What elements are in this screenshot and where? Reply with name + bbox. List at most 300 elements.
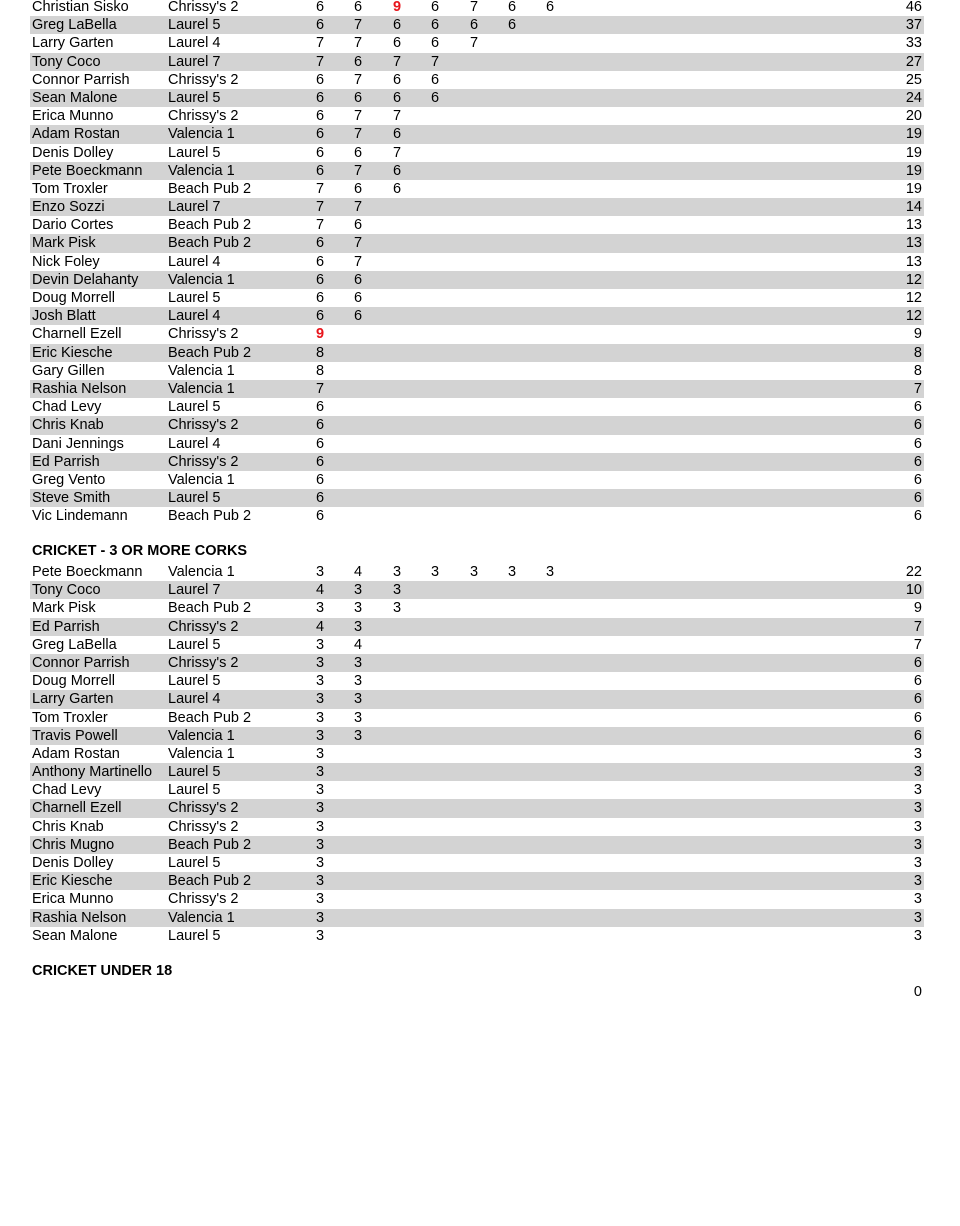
player-name: Pete Boeckmann bbox=[32, 162, 143, 179]
table-row bbox=[30, 927, 924, 945]
total-score: 9 bbox=[913, 600, 922, 617]
score-cell: 7 bbox=[392, 53, 402, 70]
score-cell: 3 bbox=[353, 709, 363, 726]
player-name: Enzo Sozzi bbox=[32, 199, 105, 216]
team-name: Chrissy's 2 bbox=[168, 71, 239, 88]
score-cell: 6 bbox=[353, 0, 363, 15]
team-name: Laurel 4 bbox=[168, 35, 221, 52]
team-name: Laurel 5 bbox=[168, 927, 221, 944]
table-row bbox=[30, 471, 924, 489]
player-name: Tony Coco bbox=[32, 582, 101, 599]
team-name: Laurel 4 bbox=[168, 308, 221, 325]
total-score: 12 bbox=[905, 271, 922, 288]
table-row bbox=[30, 34, 924, 52]
score-cell: 7 bbox=[315, 380, 325, 397]
score-cell: 7 bbox=[469, 0, 479, 15]
score-cell: 7 bbox=[353, 71, 363, 88]
player-name: Greg LaBella bbox=[32, 636, 117, 653]
table-row bbox=[30, 672, 924, 690]
table-row bbox=[30, 53, 924, 71]
table-row bbox=[30, 781, 924, 799]
player-name: Dani Jennings bbox=[32, 435, 124, 452]
total-score: 6 bbox=[913, 654, 922, 671]
table-row bbox=[30, 71, 924, 89]
score-cell: 9 bbox=[392, 0, 402, 15]
score-cell: 6 bbox=[507, 17, 517, 34]
team-name: Valencia 1 bbox=[168, 745, 235, 762]
total-score: 3 bbox=[913, 873, 922, 890]
team-name: Beach Pub 2 bbox=[168, 180, 252, 197]
score-cell: 3 bbox=[315, 855, 325, 871]
score-cell: 3 bbox=[315, 600, 325, 617]
score-cell: 6 bbox=[392, 162, 402, 179]
table-row bbox=[30, 854, 924, 872]
total-score: 27 bbox=[905, 53, 922, 70]
total-score: 6 bbox=[913, 691, 922, 708]
team-name: Valencia 1 bbox=[168, 909, 235, 926]
high-score-table bbox=[30, 0, 924, 525]
team-name: Valencia 1 bbox=[168, 162, 235, 179]
team-name: Valencia 1 bbox=[168, 380, 235, 397]
team-name: Chrissy's 2 bbox=[168, 326, 239, 343]
score-cell: 3 bbox=[353, 600, 363, 617]
player-name: Eric Kiesche bbox=[32, 344, 113, 361]
table-row bbox=[30, 745, 924, 763]
total-score: 3 bbox=[913, 891, 922, 908]
player-name: Erica Munno bbox=[32, 108, 114, 125]
score-cell: 3 bbox=[353, 691, 363, 708]
table-row bbox=[30, 654, 924, 672]
team-name: Laurel 4 bbox=[168, 691, 221, 708]
score-cell: 7 bbox=[315, 180, 325, 197]
score-cell: 8 bbox=[315, 362, 325, 379]
total-score: 20 bbox=[905, 108, 922, 125]
team-name: Laurel 5 bbox=[168, 144, 221, 161]
player-name: Charnell Ezell bbox=[32, 326, 122, 343]
score-cell: 4 bbox=[315, 582, 325, 599]
score-cell: 6 bbox=[353, 53, 363, 70]
team-name: Valencia 1 bbox=[168, 126, 235, 143]
team-name: Laurel 5 bbox=[168, 290, 221, 306]
score-cell: 3 bbox=[392, 564, 402, 580]
team-name: Laurel 5 bbox=[168, 399, 221, 416]
team-name: Laurel 7 bbox=[168, 53, 221, 70]
section-heading-cricket-3-or-more: CRICKET - 3 OR MORE CORKS bbox=[32, 543, 248, 559]
score-cell: 3 bbox=[315, 673, 325, 690]
player-name: Chad Levy bbox=[32, 782, 102, 799]
team-name: Chrissy's 2 bbox=[168, 108, 239, 125]
player-name: Mark Pisk bbox=[32, 235, 96, 252]
score-cell: 7 bbox=[392, 144, 402, 161]
team-name: Chrissy's 2 bbox=[168, 800, 239, 817]
score-cell: 3 bbox=[315, 818, 325, 835]
team-name: Chrissy's 2 bbox=[168, 453, 239, 470]
cricket-under-18-table bbox=[30, 983, 924, 1001]
score-cell: 3 bbox=[545, 564, 555, 580]
score-cell: 3 bbox=[353, 582, 363, 599]
team-name: Valencia 1 bbox=[168, 727, 235, 744]
score-cell: 6 bbox=[392, 89, 402, 106]
table-row bbox=[30, 16, 924, 34]
total-score: 6 bbox=[913, 727, 922, 744]
table-row bbox=[30, 453, 924, 471]
score-cell: 6 bbox=[315, 253, 325, 270]
score-cell: 6 bbox=[315, 399, 325, 416]
table-row bbox=[30, 489, 924, 507]
table-row bbox=[30, 581, 924, 599]
total-score: 3 bbox=[913, 745, 922, 762]
table-row bbox=[30, 836, 924, 854]
score-cell: 6 bbox=[353, 308, 363, 325]
score-cell: 3 bbox=[315, 654, 325, 671]
player-name: Connor Parrish bbox=[32, 654, 130, 671]
score-cell: 6 bbox=[353, 144, 363, 161]
total-score: 0 bbox=[913, 984, 922, 1000]
total-score: 3 bbox=[913, 836, 922, 853]
total-score: 6 bbox=[913, 709, 922, 726]
score-cell: 6 bbox=[315, 126, 325, 143]
table-row bbox=[30, 727, 924, 745]
score-cell: 6 bbox=[315, 162, 325, 179]
score-cell: 3 bbox=[315, 927, 325, 944]
score-cell: 3 bbox=[315, 891, 325, 908]
score-cell: 8 bbox=[315, 344, 325, 361]
player-name: Doug Morrell bbox=[32, 673, 115, 690]
score-cell: 7 bbox=[353, 126, 363, 143]
score-cell: 6 bbox=[353, 89, 363, 106]
score-cell: 6 bbox=[315, 290, 325, 306]
team-name: Chrissy's 2 bbox=[168, 618, 239, 635]
total-score: 8 bbox=[913, 344, 922, 361]
team-name: Chrissy's 2 bbox=[168, 0, 239, 15]
player-name: Mark Pisk bbox=[32, 600, 96, 617]
table-row bbox=[30, 198, 924, 216]
score-cell: 6 bbox=[392, 71, 402, 88]
table-row bbox=[30, 909, 924, 927]
table-row bbox=[30, 107, 924, 125]
player-name: Connor Parrish bbox=[32, 71, 130, 88]
score-cell: 4 bbox=[353, 564, 363, 580]
score-cell: 6 bbox=[315, 17, 325, 34]
score-cell: 7 bbox=[392, 108, 402, 125]
player-name: Doug Morrell bbox=[32, 290, 115, 306]
player-name: Adam Rostan bbox=[32, 745, 120, 762]
score-cell: 3 bbox=[392, 600, 402, 617]
score-cell: 3 bbox=[353, 727, 363, 744]
score-cell: 6 bbox=[430, 0, 440, 15]
score-cell: 3 bbox=[315, 727, 325, 744]
score-cell: 3 bbox=[430, 564, 440, 580]
score-cell: 6 bbox=[392, 17, 402, 34]
player-name: Devin Delahanty bbox=[32, 271, 139, 288]
score-cell: 9 bbox=[315, 326, 325, 343]
table-row bbox=[30, 125, 924, 143]
player-name: Rashia Nelson bbox=[32, 380, 127, 397]
score-cell: 3 bbox=[353, 654, 363, 671]
table-row bbox=[30, 799, 924, 817]
score-cell: 3 bbox=[315, 636, 325, 653]
score-cell: 6 bbox=[315, 0, 325, 15]
table-row bbox=[30, 983, 924, 1001]
score-cell: 6 bbox=[545, 0, 555, 15]
table-row bbox=[30, 0, 924, 16]
total-score: 46 bbox=[905, 0, 922, 15]
table-row bbox=[30, 507, 924, 525]
player-name: Chris Mugno bbox=[32, 836, 115, 853]
player-name: Denis Dolley bbox=[32, 144, 114, 161]
team-name: Chrissy's 2 bbox=[168, 654, 239, 671]
total-score: 33 bbox=[905, 35, 922, 52]
table-row bbox=[30, 271, 924, 289]
table-row bbox=[30, 618, 924, 636]
score-cell: 3 bbox=[315, 764, 325, 781]
player-name: Dario Cortes bbox=[32, 217, 114, 234]
score-cell: 3 bbox=[315, 564, 325, 580]
team-name: Laurel 5 bbox=[168, 17, 221, 34]
score-cell: 6 bbox=[392, 180, 402, 197]
team-name: Laurel 4 bbox=[168, 253, 221, 270]
player-name: Larry Garten bbox=[32, 691, 114, 708]
player-name: Steve Smith bbox=[32, 490, 111, 507]
total-score: 6 bbox=[913, 471, 922, 488]
team-name: Beach Pub 2 bbox=[168, 873, 252, 890]
total-score: 3 bbox=[913, 855, 922, 871]
team-name: Beach Pub 2 bbox=[168, 508, 252, 525]
team-name: Valencia 1 bbox=[168, 271, 235, 288]
score-cell: 3 bbox=[353, 618, 363, 635]
total-score: 6 bbox=[913, 399, 922, 416]
table-row bbox=[30, 872, 924, 890]
player-name: Eric Kiesche bbox=[32, 873, 113, 890]
score-cell: 7 bbox=[353, 35, 363, 52]
score-cell: 6 bbox=[315, 144, 325, 161]
total-score: 19 bbox=[905, 144, 922, 161]
score-cell: 6 bbox=[430, 89, 440, 106]
score-cell: 6 bbox=[430, 17, 440, 34]
team-name: Laurel 4 bbox=[168, 435, 221, 452]
table-row bbox=[30, 344, 924, 362]
score-cell: 6 bbox=[430, 71, 440, 88]
total-score: 6 bbox=[913, 435, 922, 452]
player-name: Josh Blatt bbox=[32, 308, 96, 325]
total-score: 19 bbox=[905, 162, 922, 179]
table-row bbox=[30, 325, 924, 343]
total-score: 7 bbox=[913, 618, 922, 635]
total-score: 7 bbox=[913, 636, 922, 653]
score-cell: 6 bbox=[315, 108, 325, 125]
table-row bbox=[30, 144, 924, 162]
total-score: 9 bbox=[913, 326, 922, 343]
score-cell: 6 bbox=[315, 271, 325, 288]
player-name: Rashia Nelson bbox=[32, 909, 127, 926]
player-name: Gary Gillen bbox=[32, 362, 105, 379]
team-name: Laurel 5 bbox=[168, 782, 221, 799]
team-name: Chrissy's 2 bbox=[168, 417, 239, 434]
player-name: Adam Rostan bbox=[32, 126, 120, 143]
team-name: Beach Pub 2 bbox=[168, 235, 252, 252]
team-name: Beach Pub 2 bbox=[168, 836, 252, 853]
score-cell: 6 bbox=[315, 235, 325, 252]
table-row bbox=[30, 599, 924, 617]
total-score: 24 bbox=[905, 89, 922, 106]
score-cell: 7 bbox=[315, 35, 325, 52]
team-name: Beach Pub 2 bbox=[168, 600, 252, 617]
score-cell: 6 bbox=[392, 126, 402, 143]
table-row bbox=[30, 709, 924, 727]
score-cell: 7 bbox=[315, 199, 325, 216]
total-score: 12 bbox=[905, 308, 922, 325]
total-score: 19 bbox=[905, 126, 922, 143]
score-cell: 6 bbox=[392, 35, 402, 52]
total-score: 13 bbox=[905, 217, 922, 234]
score-cell: 7 bbox=[353, 199, 363, 216]
score-cell: 7 bbox=[353, 162, 363, 179]
table-row bbox=[30, 380, 924, 398]
score-cell: 6 bbox=[469, 17, 479, 34]
total-score: 6 bbox=[913, 673, 922, 690]
table-row bbox=[30, 362, 924, 380]
score-cell: 6 bbox=[507, 0, 517, 15]
table-row bbox=[30, 234, 924, 252]
team-name: Laurel 5 bbox=[168, 855, 221, 871]
table-row bbox=[30, 180, 924, 198]
team-name: Chrissy's 2 bbox=[168, 818, 239, 835]
score-cell: 6 bbox=[315, 508, 325, 525]
table-row bbox=[30, 216, 924, 234]
player-name: Chris Knab bbox=[32, 417, 104, 434]
score-cell: 7 bbox=[353, 235, 363, 252]
score-cell: 3 bbox=[315, 745, 325, 762]
score-cell: 7 bbox=[469, 35, 479, 52]
team-name: Beach Pub 2 bbox=[168, 709, 252, 726]
section-heading-cricket-under-18: CRICKET UNDER 18 bbox=[32, 963, 173, 979]
table-row bbox=[30, 398, 924, 416]
table-row bbox=[30, 690, 924, 708]
total-score: 3 bbox=[913, 927, 922, 944]
player-name: Charnell Ezell bbox=[32, 800, 122, 817]
team-name: Beach Pub 2 bbox=[168, 217, 252, 234]
score-cell: 3 bbox=[392, 582, 402, 599]
player-name: Greg LaBella bbox=[32, 17, 117, 34]
table-row bbox=[30, 416, 924, 434]
player-name: Nick Foley bbox=[32, 253, 100, 270]
team-name: Laurel 7 bbox=[168, 199, 221, 216]
score-cell: 3 bbox=[315, 836, 325, 853]
table-row bbox=[30, 307, 924, 325]
score-cell: 6 bbox=[315, 471, 325, 488]
score-cell: 3 bbox=[353, 673, 363, 690]
score-cell: 6 bbox=[315, 417, 325, 434]
team-name: Chrissy's 2 bbox=[168, 891, 239, 908]
total-score: 14 bbox=[905, 199, 922, 216]
player-name: Sean Malone bbox=[32, 927, 118, 944]
score-cell: 6 bbox=[315, 308, 325, 325]
player-name: Travis Powell bbox=[32, 727, 118, 744]
player-name: Anthony Martinello bbox=[32, 764, 153, 781]
player-name: Denis Dolley bbox=[32, 855, 114, 871]
score-cell: 6 bbox=[315, 453, 325, 470]
team-name: Laurel 7 bbox=[168, 582, 221, 599]
score-cell: 6 bbox=[353, 271, 363, 288]
total-score: 6 bbox=[913, 490, 922, 507]
score-cell: 3 bbox=[315, 709, 325, 726]
score-cell: 6 bbox=[315, 435, 325, 452]
score-cell: 7 bbox=[315, 53, 325, 70]
score-cell: 3 bbox=[315, 782, 325, 799]
player-name: Chris Knab bbox=[32, 818, 104, 835]
player-name: Greg Vento bbox=[32, 471, 106, 488]
score-cell: 4 bbox=[315, 618, 325, 635]
score-cell: 6 bbox=[315, 89, 325, 106]
score-cell: 3 bbox=[315, 873, 325, 890]
total-score: 3 bbox=[913, 909, 922, 926]
table-row bbox=[30, 89, 924, 107]
score-cell: 6 bbox=[430, 35, 440, 52]
player-name: Tony Coco bbox=[32, 53, 101, 70]
team-name: Valencia 1 bbox=[168, 362, 235, 379]
table-row bbox=[30, 818, 924, 836]
player-name: Pete Boeckmann bbox=[32, 564, 143, 580]
total-score: 8 bbox=[913, 362, 922, 379]
score-cell: 6 bbox=[315, 71, 325, 88]
total-score: 10 bbox=[905, 582, 922, 599]
score-cell: 6 bbox=[353, 290, 363, 306]
player-name: Chad Levy bbox=[32, 399, 102, 416]
score-cell: 3 bbox=[507, 564, 517, 580]
team-name: Valencia 1 bbox=[168, 564, 235, 580]
score-cell: 3 bbox=[315, 691, 325, 708]
total-score: 12 bbox=[905, 290, 922, 306]
table-row bbox=[30, 890, 924, 908]
total-score: 3 bbox=[913, 764, 922, 781]
total-score: 13 bbox=[905, 235, 922, 252]
team-name: Laurel 5 bbox=[168, 490, 221, 507]
player-name: Christian Sisko bbox=[32, 0, 129, 15]
table-row bbox=[30, 763, 924, 781]
total-score: 3 bbox=[913, 818, 922, 835]
team-name: Laurel 5 bbox=[168, 764, 221, 781]
table-row bbox=[30, 636, 924, 654]
player-name: Tom Troxler bbox=[32, 709, 108, 726]
total-score: 3 bbox=[913, 800, 922, 817]
total-score: 25 bbox=[905, 71, 922, 88]
score-cell: 7 bbox=[353, 253, 363, 270]
player-name: Sean Malone bbox=[32, 89, 118, 106]
score-cell: 3 bbox=[315, 909, 325, 926]
score-cell: 6 bbox=[315, 490, 325, 507]
total-score: 6 bbox=[913, 417, 922, 434]
total-score: 22 bbox=[905, 564, 922, 580]
team-name: Laurel 5 bbox=[168, 636, 221, 653]
player-name: Tom Troxler bbox=[32, 180, 108, 197]
score-cell: 4 bbox=[353, 636, 363, 653]
score-cell: 7 bbox=[353, 17, 363, 34]
score-cell: 7 bbox=[315, 217, 325, 234]
player-name: Vic Lindemann bbox=[32, 508, 128, 525]
score-cell: 6 bbox=[353, 180, 363, 197]
player-name: Ed Parrish bbox=[32, 618, 100, 635]
score-cell: 3 bbox=[315, 800, 325, 817]
table-row bbox=[30, 253, 924, 271]
total-score: 19 bbox=[905, 180, 922, 197]
team-name: Beach Pub 2 bbox=[168, 344, 252, 361]
total-score: 6 bbox=[913, 508, 922, 525]
player-name: Larry Garten bbox=[32, 35, 114, 52]
cricket-3-or-more-corks-table bbox=[30, 563, 924, 945]
table-row bbox=[30, 435, 924, 453]
total-score: 6 bbox=[913, 453, 922, 470]
table-row bbox=[30, 563, 924, 581]
